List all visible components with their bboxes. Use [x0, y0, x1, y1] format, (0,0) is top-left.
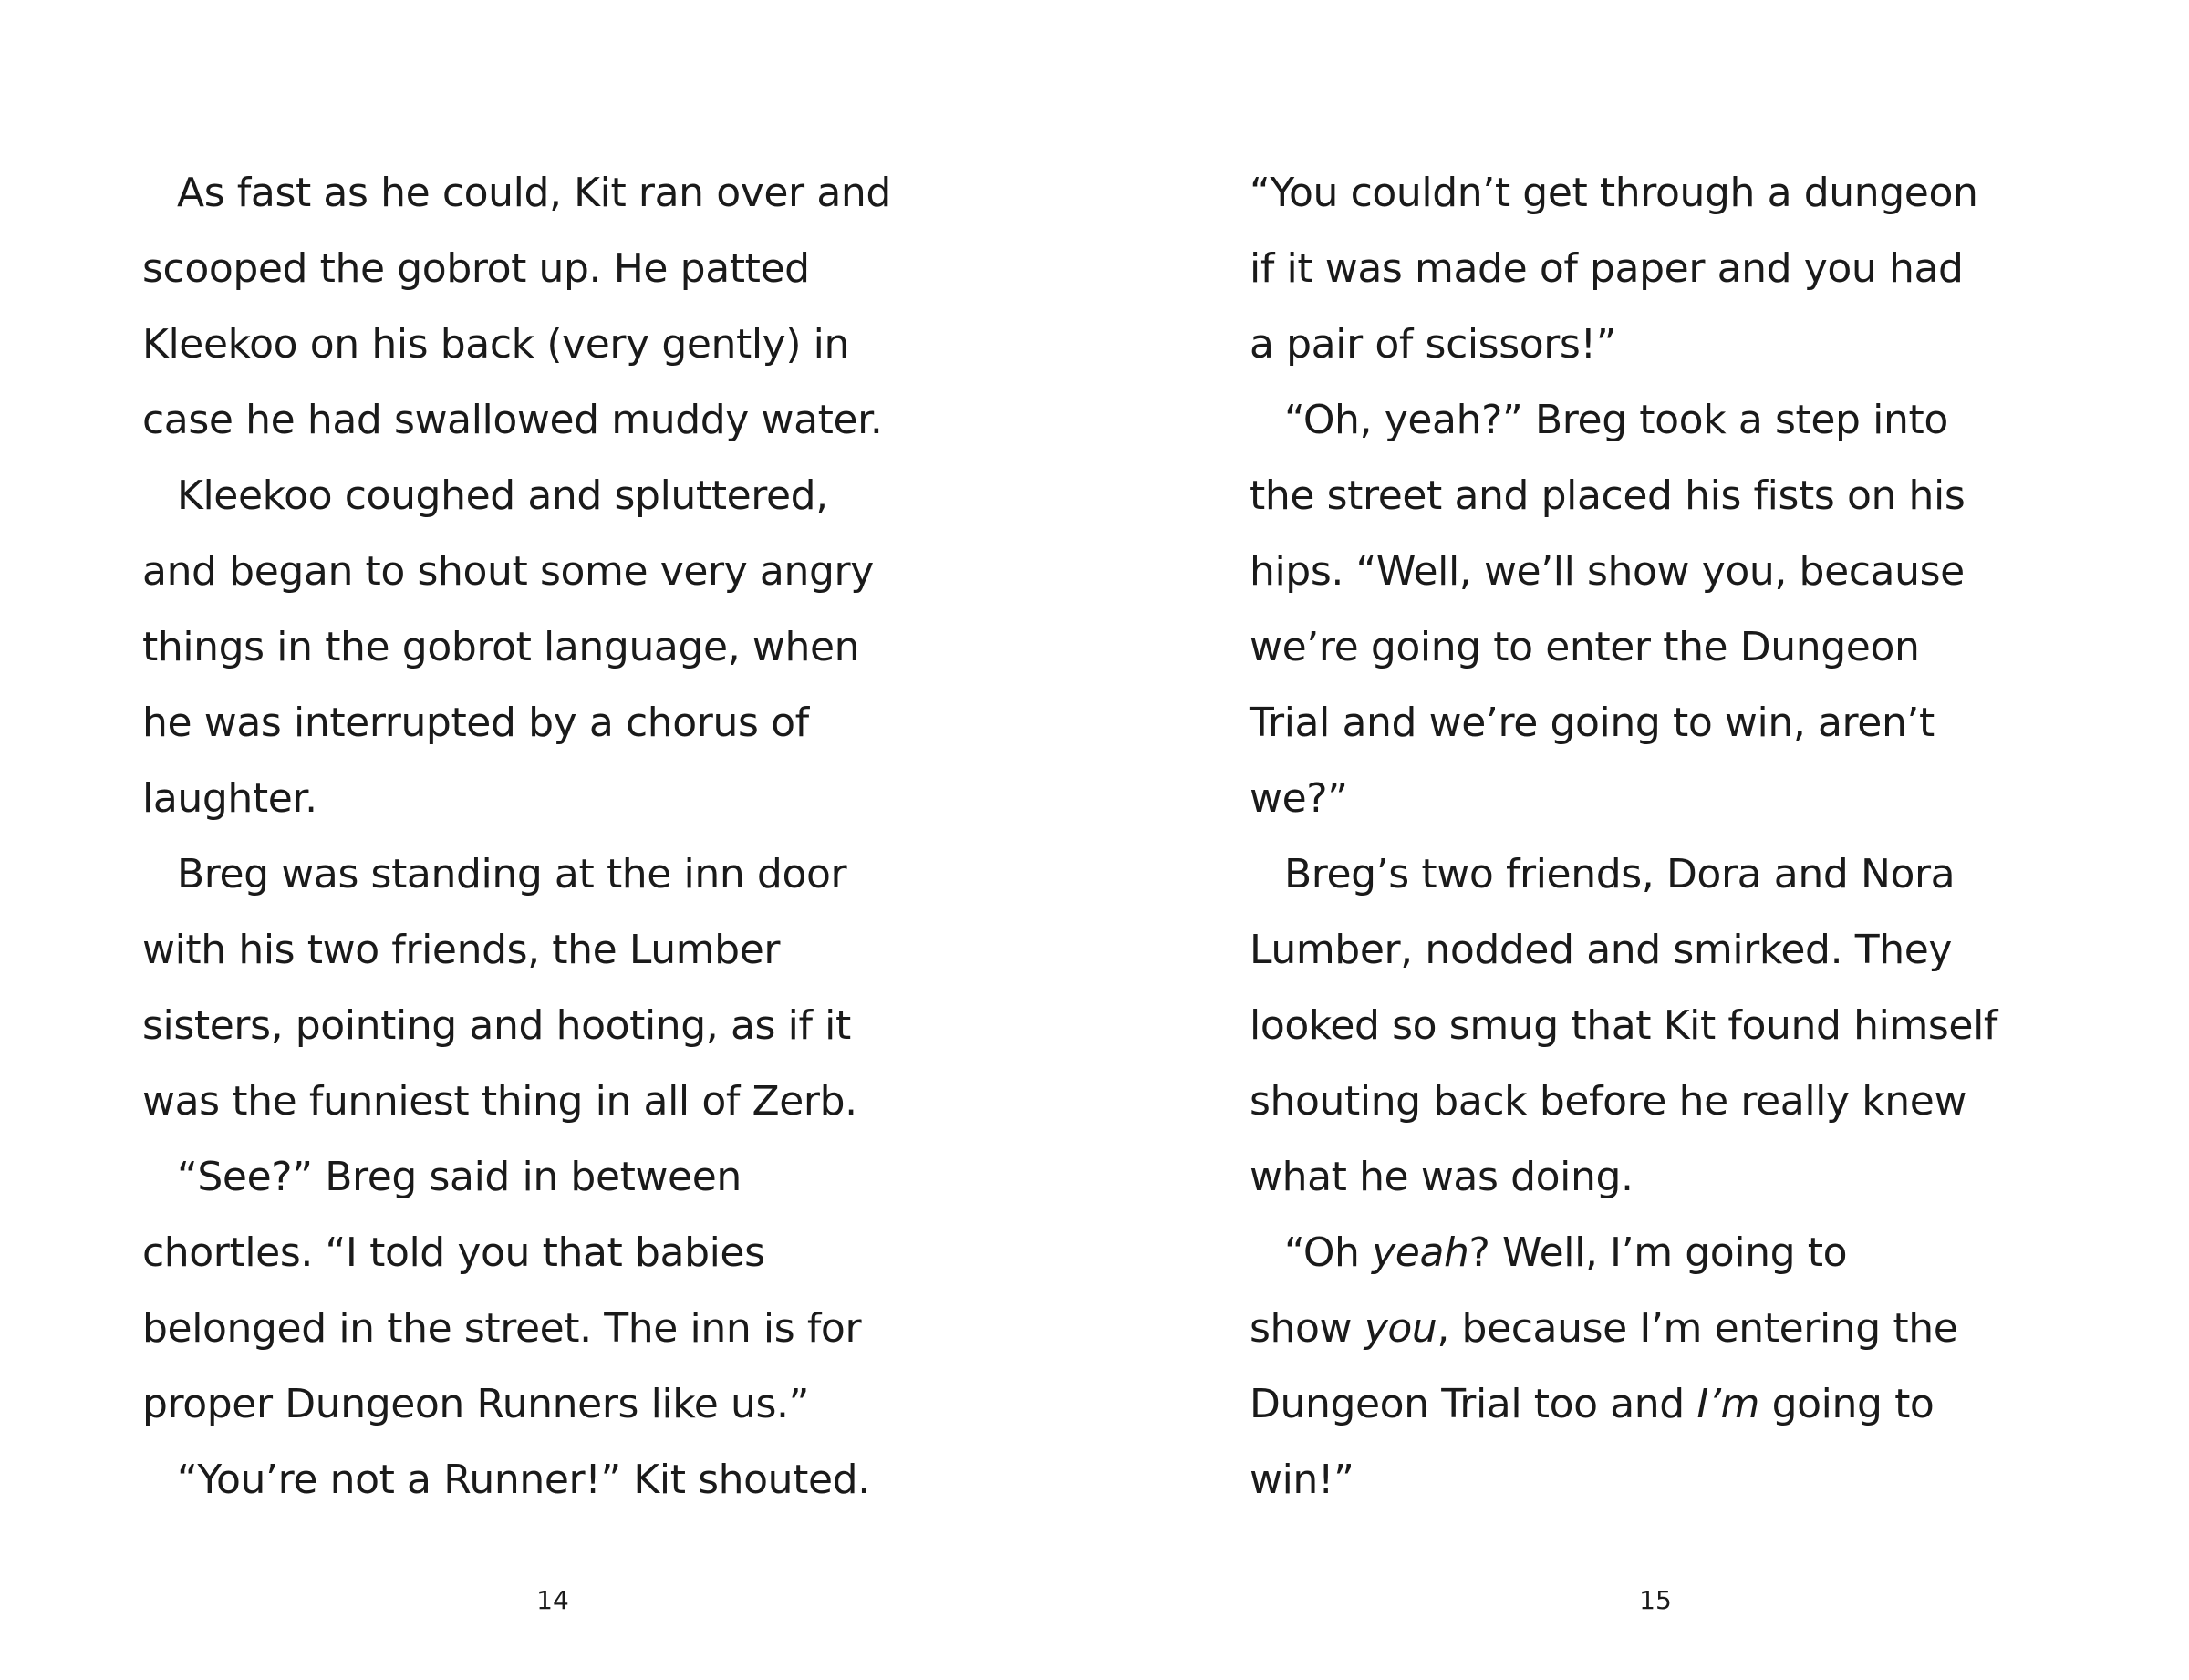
text-run: show: [1250, 1305, 1364, 1352]
italic-text-run: yeah: [1372, 1229, 1469, 1276]
paragraph-line: “Oh, yeah?” Breg took a step into: [1284, 397, 1948, 443]
paragraph-line: and began to shout some very angry: [142, 548, 874, 595]
italic-text-run: you: [1364, 1305, 1437, 1352]
paragraph-line: the street and placed his fists on his: [1250, 472, 1966, 519]
italic-text-run: I’m: [1696, 1381, 1760, 1427]
paragraph-line: chortles. “I told you that babies: [142, 1229, 765, 1276]
text-run: ? Well, I’m going to: [1468, 1229, 1848, 1276]
paragraph-line: belonged in the street. The inn is for: [142, 1305, 862, 1352]
paragraph-line: [1250, 1291, 1997, 1366]
paragraph-line: we’re going to enter the Dungeon: [1250, 624, 1920, 670]
paragraph-line: hips. “Well, we’ll show you, because: [1250, 548, 1965, 595]
text-run: Dungeon Trial too and: [1250, 1381, 1697, 1427]
paragraph-line: a pair of scissors!”: [1250, 321, 1617, 368]
paragraph-line: proper Dungeon Runners like us.”: [142, 1381, 810, 1427]
right-page: [1094, 0, 2189, 1680]
paragraph-line: with his two friends, the Lumber: [142, 927, 781, 973]
paragraph-line: looked so smug that Kit found himself: [1250, 1002, 1998, 1049]
paragraph-line: we?”: [1250, 775, 1348, 822]
paragraph-line: what he was doing.: [1250, 1154, 1634, 1200]
paragraph-line: Lumber, nodded and smirked. They: [1250, 927, 1953, 973]
paragraph-line: win!”: [1250, 1457, 1354, 1503]
paragraph-line: “See?” Breg said in between: [177, 1154, 742, 1200]
paragraph-line: Breg was standing at the inn door: [177, 851, 847, 897]
paragraph-line: [1250, 1215, 1997, 1291]
paragraph-line: he was interrupted by a chorus of: [142, 700, 809, 746]
page-number: 14: [536, 1585, 569, 1615]
paragraph-line: was the funniest thing in all of Zerb.: [142, 1078, 857, 1125]
paragraph-line: “You’re not a Runner!” Kit shouted.: [177, 1457, 870, 1503]
text-run: going to: [1759, 1381, 1935, 1427]
page-number: 15: [1639, 1585, 1672, 1615]
paragraph-line: Trial and we’re going to win, aren’t: [1250, 700, 1935, 746]
paragraph-line: laughter.: [142, 775, 317, 822]
paragraph-line: Breg’s two friends, Dora and Nora: [1284, 851, 1956, 897]
paragraph-line: As fast as he could, Kit ran over and: [177, 170, 891, 216]
paragraph-line: things in the gobrot language, when: [142, 624, 860, 670]
paragraph-line: case he had swallowed muddy water.: [142, 397, 883, 443]
left-page: [0, 0, 1094, 1680]
text-run: , because I’m entering the: [1437, 1305, 1958, 1352]
left-page-text: [142, 155, 891, 1518]
paragraph-line: Kleekoo on his back (very gently) in: [142, 321, 849, 368]
paragraph-line: if it was made of paper and you had: [1250, 245, 1964, 292]
right-page-text: [1250, 155, 1997, 1518]
text-run: “Oh: [1284, 1229, 1373, 1276]
paragraph-line: sisters, pointing and hooting, as if it: [142, 1002, 851, 1049]
paragraph-line: shouting back before he really knew: [1250, 1078, 1967, 1125]
paragraph-line: Kleekoo coughed and spluttered,: [177, 472, 828, 519]
paragraph-line: scooped the gobrot up. He patted: [142, 245, 810, 292]
paragraph-line: [1250, 1366, 1997, 1442]
paragraph-line: “You couldn’t get through a dungeon: [1250, 170, 1978, 216]
